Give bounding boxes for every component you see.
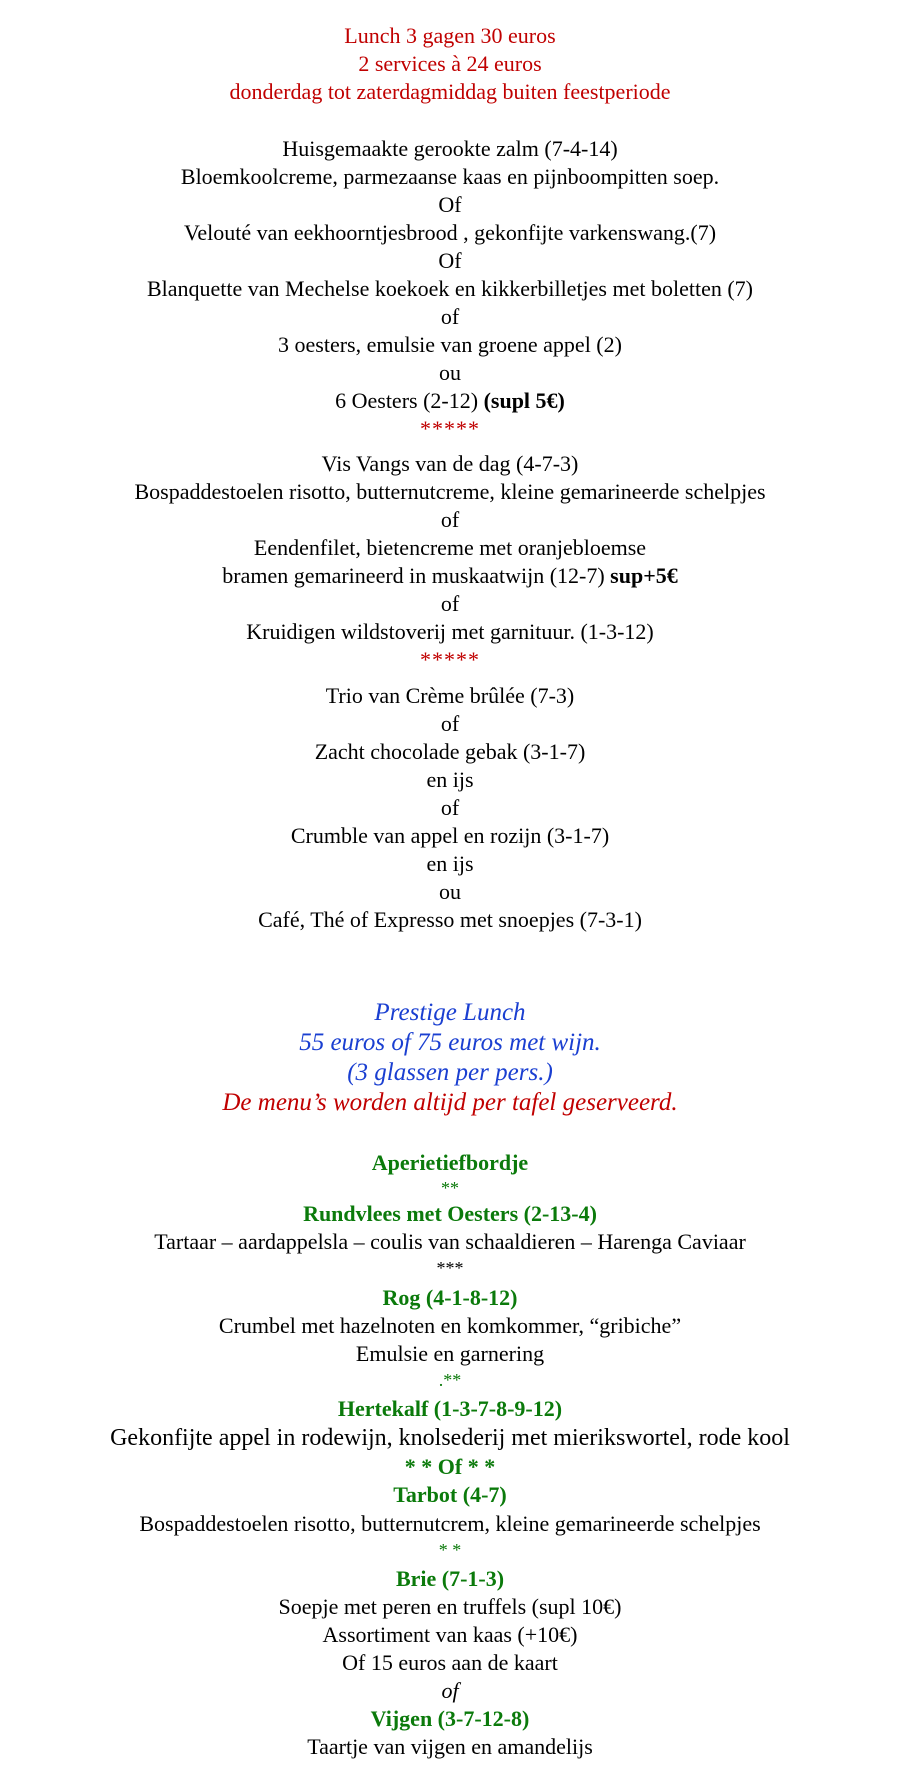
or-word: of	[441, 1678, 459, 1703]
course-title: Rundvlees met Oesters (2-13-4)	[303, 1201, 597, 1226]
main-line: of	[440, 591, 460, 616]
starter-line: of	[440, 304, 460, 329]
duck-line	[0, 562, 900, 590]
course-title: Tarbot (4-7)	[393, 1482, 507, 1507]
lunch-subtitle: 2 services à 24 euros	[358, 51, 542, 76]
starter-line: 3 oesters, emulsie van groene appel (2)	[278, 332, 622, 357]
dessert-line: en ijs	[426, 767, 474, 792]
main-line: of	[440, 507, 460, 532]
course-description: Emulsie en garnering	[355, 1341, 545, 1366]
starter-line: Of	[438, 192, 462, 217]
prestige-title: Prestige Lunch	[374, 999, 526, 1026]
starter-line: Huisgemaakte gerookte zalm (7-4-14)	[282, 136, 618, 161]
course-separator: *****	[420, 416, 480, 441]
oysters-text: 6 Oesters (2-12)	[335, 388, 484, 413]
prestige-glasses: (3 glassen per pers.)	[347, 1059, 553, 1086]
dessert-line: Trio van Crème brûlée (7-3)	[325, 683, 575, 708]
dessert-line: ou	[439, 879, 461, 904]
course-description: Taartje van vijgen en amandelijs	[307, 1734, 593, 1759]
course-title: Rog (4-1-8-12)	[382, 1285, 518, 1310]
main-line: Vis Vangs van de dag (4-7-3)	[321, 451, 579, 476]
course-description: Of 15 euros aan de kaart	[342, 1650, 558, 1675]
course-title: Hertekalf (1-3-7-8-9-12)	[337, 1396, 563, 1421]
dessert-line: Crumble van appel en rozijn (3-1-7)	[290, 823, 610, 848]
course-title: Brie (7-1-3)	[395, 1566, 505, 1591]
prestige-price: 55 euros of 75 euros met wijn.	[299, 1029, 601, 1056]
oysters-supplement: (supl 5€)	[483, 388, 565, 413]
course-title: Vijgen (3-7-12-8)	[370, 1706, 530, 1731]
oysters-line	[0, 387, 900, 415]
main-line: Bospaddestoelen risotto, butternutcreme, kleine gemarineerde schelpjes	[134, 479, 766, 504]
course-separator: *****	[420, 647, 480, 672]
starter-line: Of	[438, 248, 462, 273]
dessert-line: Zacht chocolade gebak (3-1-7)	[314, 739, 586, 764]
starter-line: Blanquette van Mechelse koekoek en kikkerbilletjes met boletten (7)	[146, 276, 754, 301]
course-description: Assortiment van kaas (+10€)	[322, 1622, 578, 1647]
duck-text: bramen gemarineerd in muskaatwijn (12-7)	[222, 563, 611, 588]
course-description: Bospaddestoelen risotto, butternutcrem, kleine gemarineerde schelpjes	[139, 1511, 761, 1536]
starter-line: Velouté van eekhoorntjesbrood , gekonfijte varkenswang.(7)	[183, 220, 717, 245]
course-description: Crumbel met hazelnoten en komkommer, “gribiche”	[218, 1313, 682, 1338]
dessert-line: en ijs	[426, 851, 474, 876]
dessert-line: Café, Thé of Expresso met snoepjes (7-3-1)	[258, 907, 642, 932]
duck-supplement: sup+5€	[610, 563, 678, 588]
main-line: Kruidigen wildstoverij met garnituur. (1-3-12)	[246, 619, 654, 644]
lunch-title: Lunch 3 gagen 30 euros	[344, 23, 556, 48]
course-description: Gekonfijte appel in rodewijn, knolsederij met mierikswortel, rode kool	[110, 1425, 790, 1451]
starter-line: ou	[439, 360, 461, 385]
course-separator: * *	[438, 1540, 462, 1560]
course-description: Tartaar – aardappelsla – coulis van schaaldieren – Harenga Caviaar	[154, 1229, 746, 1254]
course-separator: ***	[436, 1258, 464, 1278]
aperitif-title: Aperietiefbordje	[371, 1150, 529, 1175]
course-separator: .**	[438, 1370, 462, 1390]
lunch-availability: donderdag tot zaterdagmiddag buiten feestperiode	[229, 79, 671, 104]
course-separator: **	[441, 1178, 459, 1198]
prestige-note: De menu’s worden altijd per tafel geserveerd.	[222, 1089, 678, 1116]
main-line: Eendenfilet, bietencreme met oranjebloemse	[253, 535, 647, 560]
dessert-line: of	[440, 711, 460, 736]
dessert-line: of	[440, 795, 460, 820]
starter-line: Bloemkoolcreme, parmezaanse kaas en pijnboompitten soep.	[180, 164, 720, 189]
course-description: Soepje met peren en truffels (supl 10€)	[278, 1594, 622, 1619]
course-separator: * * Of * *	[404, 1454, 496, 1479]
